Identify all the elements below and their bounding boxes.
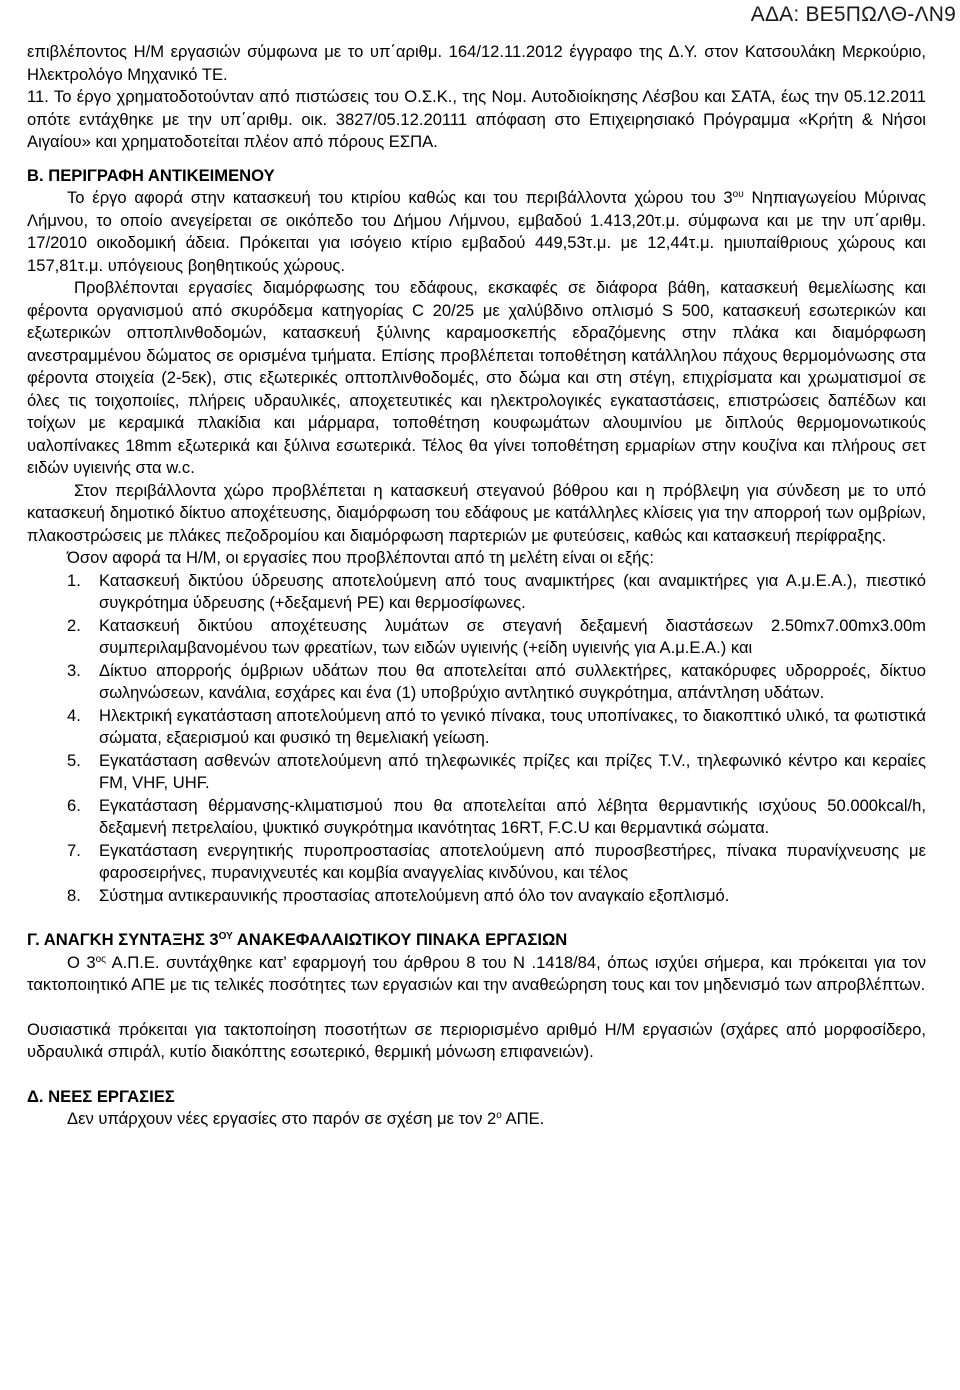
section-b-p1-superscript: ου [732,189,744,200]
list-item [67,840,926,885]
section-b-heading: Β. ΠΕΡΙΓΡΑΦΗ ΑΝΤΙΚΕΙΜΕΝΟΥ [27,165,275,185]
section-d-heading: Δ. ΝΕΕΣ ΕΡΓΑΣΙΕΣ [27,1086,175,1106]
list-item-number: 1. [67,570,81,590]
section-d-p1-text: Δεν υπάρχουν νέες εργασίες στο παρόν σε σχέση με τον 2 [67,1109,497,1128]
list-item-text: Εγκατάσταση ασθενών αποτελούμενη από τηλεφωνικές πρίζες και πρίζες T.V., τηλεφωνικό κέντρο και κεραίες FM, VHF, UHF. [99,750,926,792]
section-g-paragraph-2: Ουσιαστικά πρόκειται για τακτοποίηση ποσοτήτων σε περιορισμένο αριθμό Η/Μ εργασιών (σχάρες από μορφοσίδερο, υδραυλικά σπιράλ, κυτίο διακόπτης εσωτερικό, θερμική μόνωση επιφανειών). [27,1019,926,1061]
intro-paragraph-1: επιβλέποντος Η/Μ εργασιών σύμφωνα με το υπ΄αριθμ. 164/12.11.2012 έγγραφο της Δ.Υ. στον Κατσουλάκη Μερκούριο, Ηλεκτρολόγο Μηχανικό ΤΕ. [27,42,926,84]
list-item-number: 2. [67,615,81,635]
list-item-number: 8. [67,885,81,905]
section-b-paragraph-3: Στον περιβάλλοντα χώρο προβλέπεται η κατασκευή στεγανού βόθρου και η πρόβλεψη για σύνδεση με το υπό κατασκευή δημοτικό δίκτυο αποχέτευσης, διαμόρφωση του εδάφους με κατάλληλες κλίσεις για την απορροή των ομβρίων, πλακοστρώσεις με πλάκες πεζοδρομίου και διαμόρφωση παρτεριών με φυτεύσεις, καθώς και κατασκευή περίφραξης. [27,480,926,545]
section-b-paragraph-1 [27,187,926,277]
list-item [67,615,926,660]
section-d-paragraph-1 [27,1108,926,1131]
section-d-p1-superscript: ο [496,1110,502,1121]
section-b-p1-text: Το έργο αφορά στην κατασκευή του κτιρίου καθώς και του περιβάλλοντα χώρου του 3 [67,188,733,207]
ada-code: ΑΔΑ: ΒΕ5ΠΩΛΘ-ΛΝ9 [750,3,956,26]
hm-works-list [27,570,926,908]
intro-paragraph-2: 11. Το έργο χρηματοδοτούνταν από πιστώσεις του Ο.Σ.Κ., της Νομ. Αυτοδιοίκησης Λέσβου και ΣΑΤΑ, έως την 05.12.2011 οπότε εντάχθηκε με την υπ΄αριθμ. οικ. 3827/05.12.20111 απόφαση στο Επιχειρησιακό Πρόγραμμα «Κρήτη & Νήσοι Αιγαίου» και χρηματοδοτείται πλέον από πόρους ΕΣΠΑ. [27,87,926,151]
list-item-text: Εγκατάσταση ενεργητικής πυροπροστασίας αποτελούμενη από πυροσβεστήρες, πίνακα πυρανίχνευσης με φαροσειρήνες, πυρανιχνευτές και κομβία αναγγελίας κινδύνου, και τέλος [99,840,926,882]
list-item [67,705,926,750]
list-item-number: 7. [67,840,81,860]
list-item [67,750,926,795]
section-g-heading-superscript: ΟΥ [218,931,233,942]
list-item [67,885,926,908]
list-item-number: 4. [67,705,81,725]
list-item [67,660,926,705]
list-item-number: 5. [67,750,81,770]
list-item [67,570,926,615]
section-b-paragraph-4: Όσον αφορά τα Η/Μ, οι εργασίες που προβλέπονται από τη μελέτη είναι οι εξής: [67,548,655,567]
list-item [67,795,926,840]
section-g-heading-text-cont: ΑΝΑΚΕΦΑΛΑΙΩΤΙΚΟΥ ΠΙΝΑΚΑ ΕΡΓΑΣΙΩΝ [232,930,568,949]
list-item-text: Κατασκευή δικτύου ύδρευσης αποτελούμενη από τους αναμικτήρες (και αναμικτήρες για Α.μ.Ε.Α.), πιεστικό συγκρότημα ύδρευσης (+δεξαμενή PE) και θερμοσίφωνες. [99,570,926,612]
list-item-text: Δίκτυο απορροής όμβριων υδάτων που θα αποτελείται από συλλεκτήρες, κατακόρυφες υδρορροές, δίκτυο σωληνώσεων, κανάλια, εσχάρες και ένα (1) υποβρύχιο αντλητικό συγκρότημα, απάντληση υδάτων. [99,660,926,702]
list-item-text: Σύστημα αντικεραυνικής προστασίας αποτελούμενη από όλο τον αναγκαίο εξοπλισμό. [99,885,730,905]
section-g-p1-text-cont: Α.Π.Ε. συντάχθηκε κατ’ εφαρμογή του άρθρου 8 του Ν .1418/84, όπως ισχύει σήμερα, και πρόκειται για τον τακτοποιητικό ΑΠΕ με τις τελικές ποσότητες των εργασιών και την αναθεώρηση τους και τον μηδενισμό των απροβλέπτων. [27,952,927,994]
list-item-text: Ηλεκτρική εγκατάσταση αποτελούμενη από το γενικό πίνακα, τους υποπίνακες, το διακοπτικό υλικό, τα φωτιστικά σώματα, εξαερισμού και φυσικό τη θεμελιακή γείωση. [99,705,926,747]
list-item-number: 3. [67,660,81,680]
section-g-heading [27,929,926,952]
section-d-p1-text-cont: ΑΠΕ. [501,1109,545,1128]
list-item-text: Κατασκευή δικτύου αποχέτευσης λυμάτων σε στεγανή δεξαμενή διαστάσεων 2.50mx7.00mx3.00m συμπεριλαμβανομένου των φρεατίων, των ειδών υγιεινής (+είδη υγιεινής για Α.μ.Ε.Α.) και [99,615,926,657]
section-b-p1-text-cont: Νηπιαγωγείου Μύρινας Λήμνου, το οποίο ανεγείρεται σε οικόπεδο του Δήμου Λήμνου, εμβαδού 1.413,20τ.μ. σύμφωνα και με την υπ΄αριθμ. 17/2010 οικοδομική άδεια. Πρόκειται για ισόγειο κτίριο εμβαδού 449,53τ.μ. με 12,44τ.μ. ημιυπαίθριους χώρους και 157,81τ.μ. υπόγειους βοηθητικούς χώρους. [27,188,927,275]
section-g-p1-text: Ο 3 [67,952,96,972]
section-g-paragraph-1 [27,952,926,997]
list-item-number: 6. [67,795,81,815]
section-b-paragraph-2: Προβλέπονται εργασίες διαμόρφωσης του εδάφους, εκσκαφές σε διάφορα βάθη, κατασκευή θεμελίωσης και φέροντα οργανισμού από σκυρόδεμα κατηγορίας C 20/25 με χαλύβδινο οπλισμό S 500, κατασκευή εσωτερικών και εξωτερικών οπτοπλινθοδομών, κατασκευή ξύλινης καραμοσκεπής εδραζόμενης στην πλάκα και διαμόρφωση ανεστραμμένου δώματος σε ορισμένα τμήματα. Επίσης προβλέπεται τοποθέτηση κατάλληλου πάχους θερμομόνωσης στα φέροντα στοιχεία (2-5εκ), στις εξωτερικές οπτοπλινθοδομές, στο δώμα και στη στέγη, επιχρίσματα και χρωματισμοί σε όλες τις τοιχοποιίες, πλήρεις υδραυλικές, αποχετευτικές και ηλεκτρολογικές εγκαταστάσεις, επιστρώσεις δαπέδων και τοίχων με κεραμικά πλακίδια και μάρμαρα, τοποθέτηση κουφωμάτων αλουμινίου με διπλούς θερμομονωτικούς υαλοπίνακες 18mm εξωτερικά και ξύλινα εσωτερικά. Τέλος θα γίνει τοποθέτηση ερμαρίων στην κουζίνα και πλήρους σετ ειδών υγιεινής στα w.c. [27,278,926,477]
document-page [27,41,926,1131]
section-g-heading-text: Γ. ΑΝΑΓΚΗ ΣΥΝΤΑΞΗΣ 3 [27,930,219,949]
section-g-p1-superscript: ος [95,953,107,965]
list-item-text: Εγκατάσταση θέρμανσης-κλιματισμού που θα αποτελείται από λέβητα θερμαντικής ισχύους 50.000kcal/h, δεξαμενή πετρελαίου, ψυκτικό συγκρότημα ικανότητας 16RT, F.C.U και θερμαντικά σώματα. [99,795,926,837]
